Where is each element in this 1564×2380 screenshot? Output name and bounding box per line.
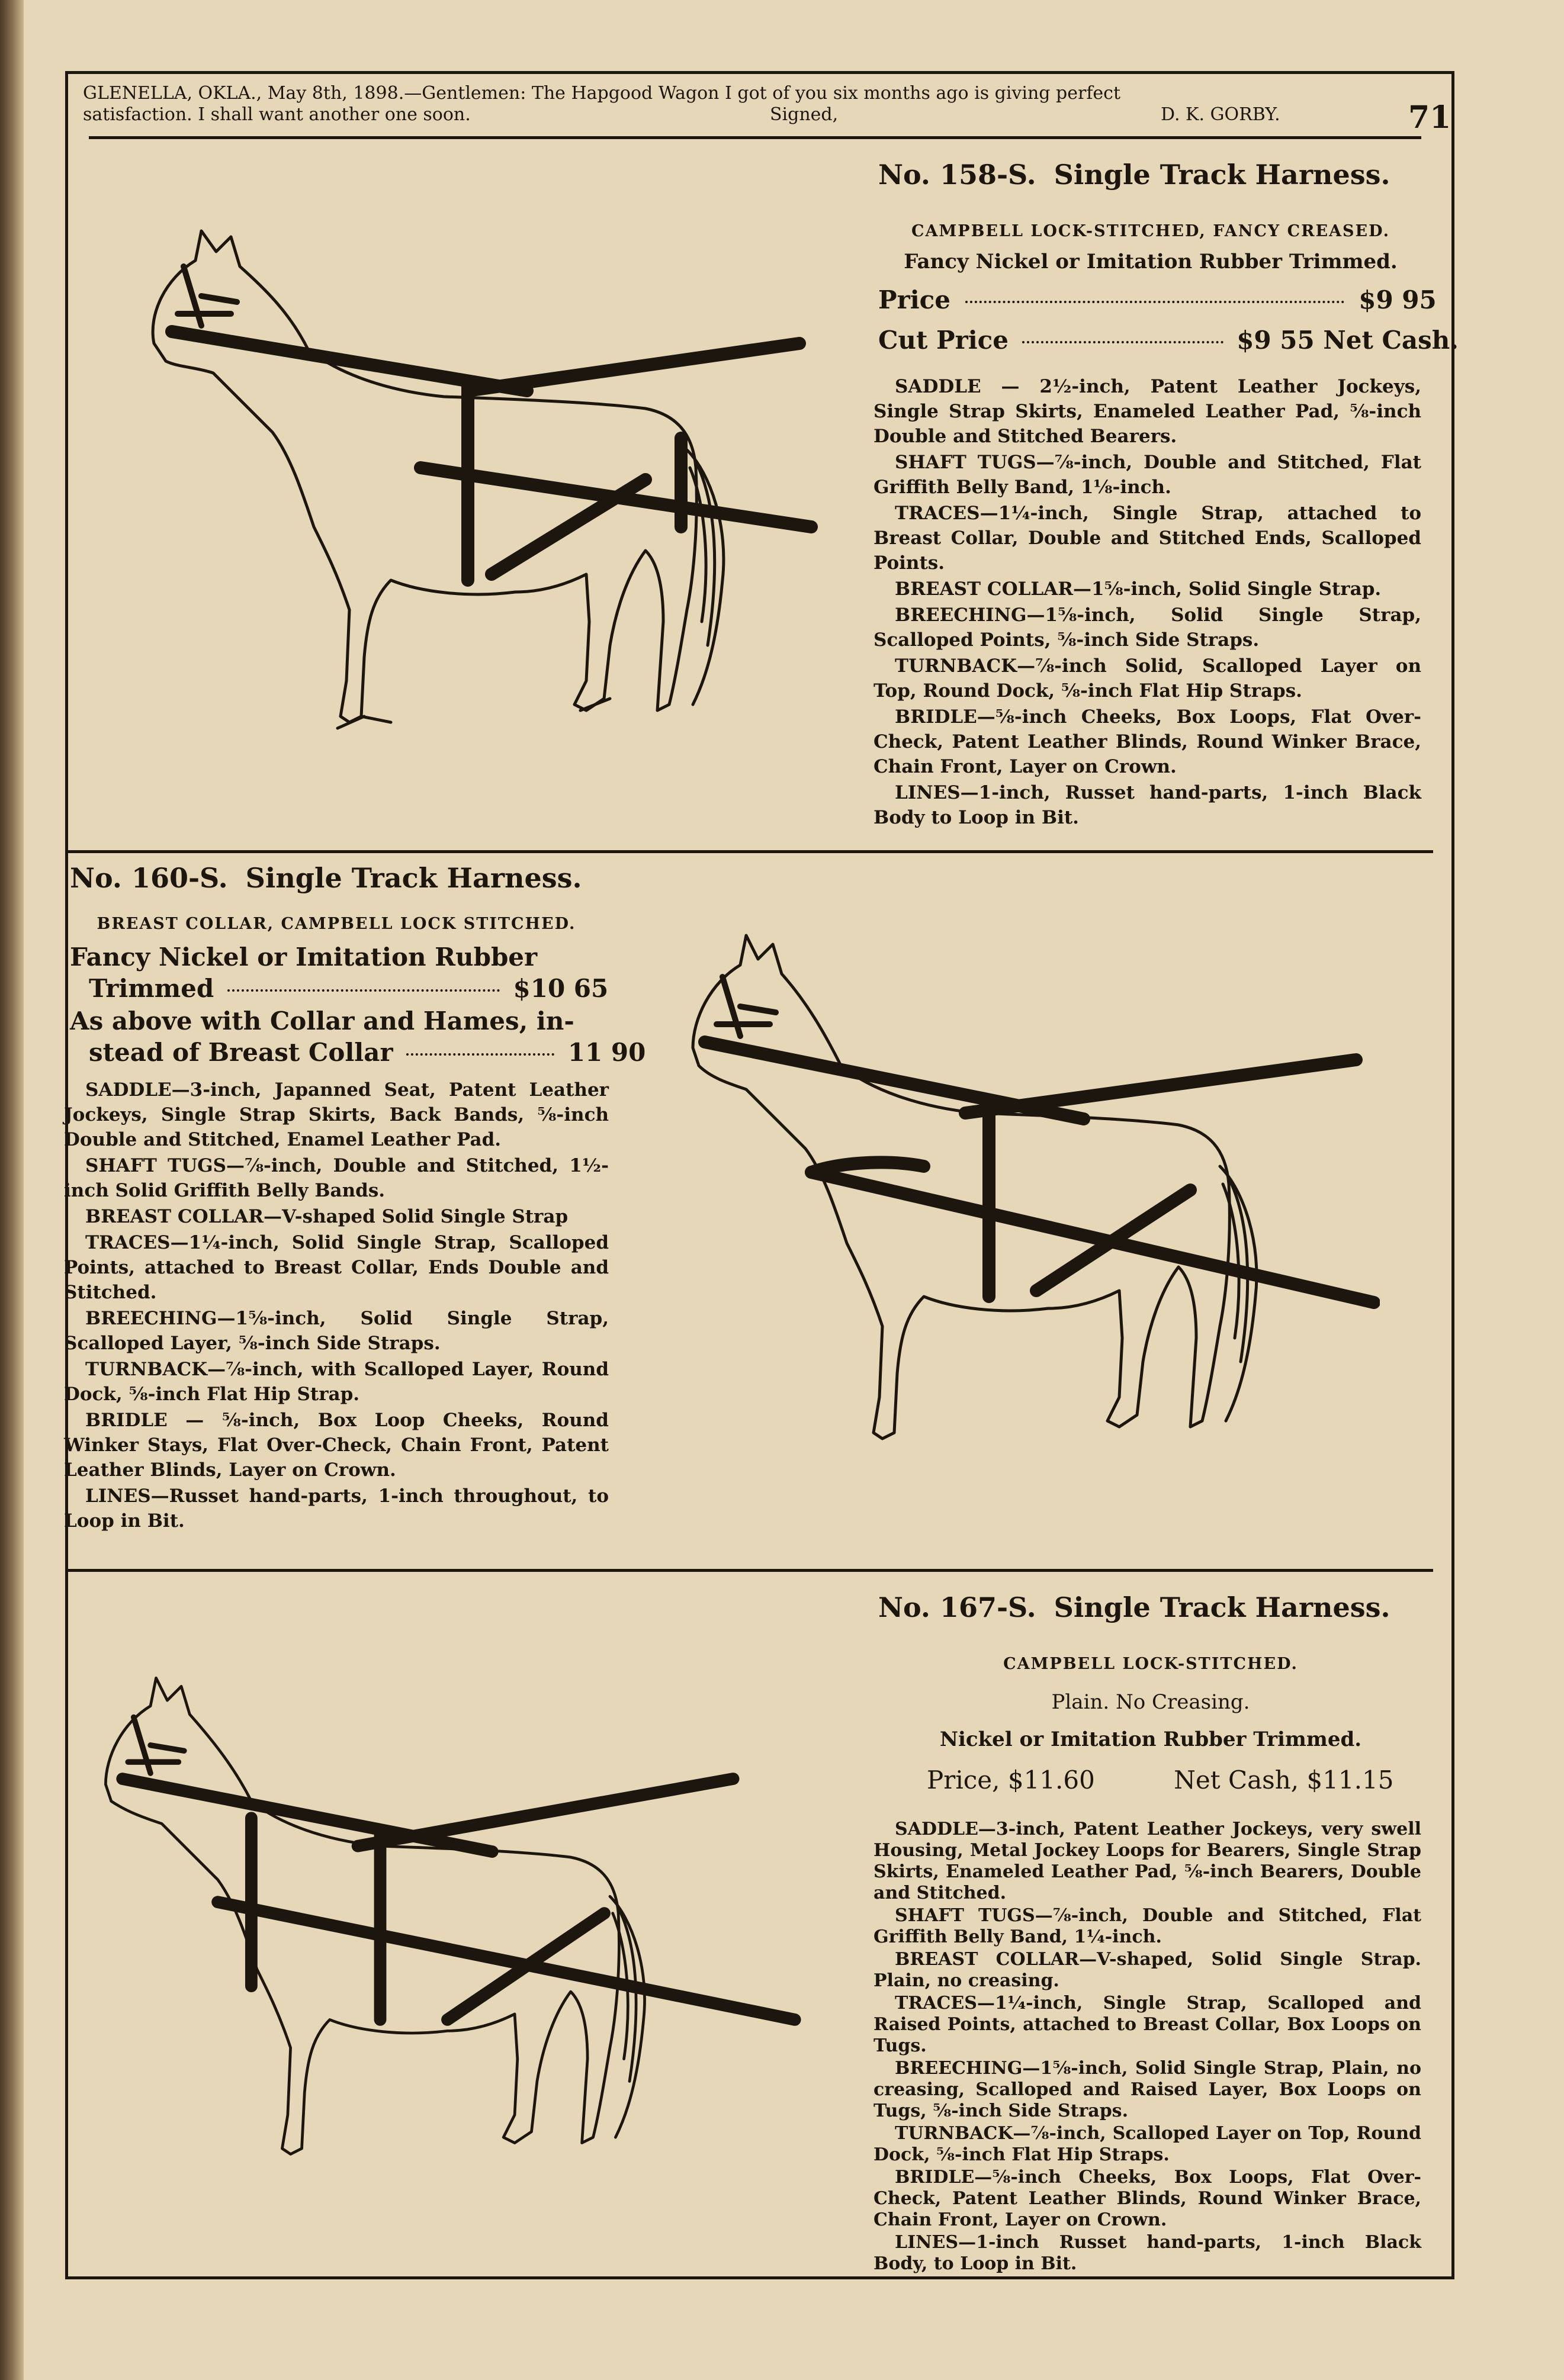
- testimonial-line-1: GLENELLA, OKLA., May 8th, 1898.—Gentlemen: The Hapgood Wagon I got of you six months ago is giving perfect: [83, 83, 1121, 104]
- product-167s-trim: Nickel or Imitation Rubber Trimmed.: [939, 1728, 1362, 1751]
- product-167s-net-cash: Net Cash, $11.15: [1174, 1765, 1394, 1794]
- horse-harness-illustration-167s: [89, 1634, 817, 2226]
- spec-shaft-tugs: SHAFT TUGS—⅞-inch, Double and Stitched, Flat Griffith Belly Band, 1¼-inch.: [873, 1905, 1421, 1947]
- product-158s-subtitle: CAMPBELL LOCK-STITCHED, FANCY CREASED.: [911, 222, 1390, 240]
- spec-traces: TRACES—1¼-inch, Single Strap, Scalloped and Raised Points, attached to Breast Collar, Box Loops on Tugs.: [873, 1993, 1421, 2056]
- spec-bridle: BRIDLE — ⅝-inch, Box Loop Cheeks, Round Winker Stays, Flat Over-Check, Chain Front, Patent Leather Blinds, Layer on Crown.: [64, 1410, 609, 1481]
- product-167s-price: Price, $11.60: [927, 1765, 1095, 1794]
- spec-shaft-tugs: SHAFT TUGS—⅞-inch, Double and Stitched, Flat Griffith Belly Band, 1⅛-inch.: [873, 452, 1421, 498]
- product-160s-price-row: [89, 974, 610, 1003]
- price-leader-dots: [965, 301, 1344, 303]
- product-158s-price: $9 95: [1359, 285, 1437, 314]
- product-167s-title: [878, 1591, 1390, 1623]
- product-167s-name: Single Track Harness.: [1054, 1591, 1390, 1623]
- spec-turnback: TURNBACK—⅞-inch, Scalloped Layer on Top, Round Dock, ⅝-inch Flat Hip Straps.: [873, 2123, 1421, 2165]
- testimonial-line-2: satisfaction. I shall want another one soon.: [83, 104, 471, 125]
- section-rule-2: [65, 1569, 1433, 1572]
- spec-saddle: SADDLE—3-inch, Japanned Seat, Patent Leather Jockeys, Single Strap Skirts, Back Bands, ⅝-inch Double and Stitched, Enamel Leather Pad.: [64, 1079, 609, 1150]
- header-rule: [89, 136, 1421, 139]
- product-158s-trim: Fancy Nickel or Imitation Rubber Trimmed.: [904, 250, 1398, 274]
- spec-traces: TRACES—1¼-inch, Single Strap, attached to Breast Collar, Double and Stitched Ends, Scalloped Points.: [873, 503, 1421, 574]
- spec-turnback: TURNBACK—⅞-inch, with Scalloped Layer, Round Dock, ⅝-inch Flat Hip Strap.: [64, 1359, 609, 1405]
- product-160s-trim-line-2: Trimmed: [89, 974, 214, 1003]
- spec-breeching: BREECHING—1⅝-inch, Solid Single Strap, Scalloped Points, ⅝-inch Side Straps.: [873, 604, 1421, 651]
- product-158s-title: [878, 159, 1390, 191]
- spec-turnback: TURNBACK—⅞-inch Solid, Scalloped Layer on Top, Round Dock, ⅝-inch Flat Hip Straps.: [873, 655, 1421, 702]
- product-160s-alt-line-1: As above with Collar and Hames, in-: [70, 1006, 574, 1035]
- section-rule-1: [65, 850, 1433, 853]
- product-167s-price-row: [927, 1765, 1424, 1794]
- spec-lines: LINES—1-inch Russet hand-parts, 1-inch Black Body, to Loop in Bit.: [873, 2232, 1421, 2274]
- product-160s-subtitle: BREAST COLLAR, CAMPBELL LOCK STITCHED.: [97, 915, 576, 933]
- product-158s-name: Single Track Harness.: [1054, 159, 1390, 191]
- product-160s-alt-line-2: stead of Breast Collar: [89, 1038, 393, 1067]
- product-158s-cut-price: $9 55 Net Cash.: [1237, 326, 1459, 355]
- spec-lines: LINES—1-inch, Russet hand-parts, 1-inch Black Body to Loop in Bit.: [873, 782, 1421, 828]
- spec-traces: TRACES—1¼-inch, Solid Single Strap, Scalloped Points, attached to Breast Collar, Ends Double and Stitched.: [64, 1232, 609, 1303]
- product-160s-name: Single Track Harness.: [245, 862, 582, 894]
- product-167s-specs: [873, 1819, 1421, 2276]
- alt-price-leader-dots: [406, 1053, 554, 1056]
- horse-harness-illustration-158s: [113, 195, 823, 787]
- product-160s-alt-price-row: [89, 1038, 646, 1067]
- spec-bridle: BRIDLE—⅝-inch Cheeks, Box Loops, Flat Over-Check, Patent Leather Blinds, Round Winker Brace, Chain Front, Layer on Crown.: [873, 2167, 1421, 2230]
- spec-saddle: SADDLE—3-inch, Patent Leather Jockeys, very swell Housing, Metal Jockey Loops for Bearers, Single Strap Skirts, Enameled Leather Pad, ⅝-inch Bearers, Double and Stitched.: [873, 1819, 1421, 1903]
- spec-breast-collar: BREAST COLLAR—V-shaped Solid Single Strap: [85, 1206, 569, 1227]
- spec-lines: LINES—Russet hand-parts, 1-inch throughout, to Loop in Bit.: [64, 1485, 609, 1532]
- product-160s-number: No. 160-S.: [70, 862, 228, 894]
- spec-breeching: BREECHING—1⅝-inch, Solid Single Strap, Plain, no creasing, Scalloped and Raised Layer, Box Loops on Tugs, ⅝-inch Side Straps.: [873, 2058, 1421, 2121]
- testimonial: [83, 83, 1356, 126]
- book-spine-shadow: [0, 0, 24, 2380]
- spec-breast-collar: BREAST COLLAR—V-shaped, Solid Single Strap. Plain, no creasing.: [873, 1949, 1421, 1991]
- product-167s-number: No. 167-S.: [878, 1591, 1036, 1623]
- product-158s-specs: [873, 374, 1421, 831]
- product-160s-alt-price: 11 90: [567, 1038, 646, 1067]
- spec-saddle: SADDLE — 2½-inch, Patent Leather Jockeys, Single Strap Skirts, Enameled Leather Pad, ⅝-inch Double and Stitched Bearers.: [873, 376, 1421, 447]
- product-160s-price: $10 65: [513, 974, 609, 1003]
- product-158s-cut-price-label: Cut Price: [878, 326, 1009, 355]
- spec-breast-collar: BREAST COLLAR—1⅝-inch, Solid Single Strap.: [895, 578, 1382, 600]
- product-167s-subtitle: CAMPBELL LOCK-STITCHED.: [1003, 1655, 1298, 1673]
- product-160s-title: [70, 862, 582, 894]
- spec-shaft-tugs: SHAFT TUGS—⅞-inch, Double and Stitched, 1½-inch Solid Griffith Belly Bands.: [64, 1155, 609, 1201]
- product-158s-cut-price-row: [878, 326, 1459, 355]
- product-158s-price-label: Price: [878, 285, 950, 314]
- product-167s-finish: Plain. No Creasing.: [1051, 1690, 1250, 1714]
- product-158s-number: No. 158-S.: [878, 159, 1036, 191]
- page-number: 71: [1408, 99, 1451, 136]
- product-158s-price-row: [878, 285, 1437, 314]
- spec-breeching: BREECHING—1⅝-inch, Solid Single Strap, Scalloped Layer, ⅝-inch Side Straps.: [64, 1308, 609, 1354]
- signed-label: Signed,: [770, 104, 839, 125]
- product-160s-specs: [64, 1078, 609, 1535]
- signed-name: D. K. GORBY.: [1161, 104, 1280, 125]
- horse-harness-illustration-160s: [669, 912, 1380, 1504]
- price-leader-dots: [227, 989, 500, 992]
- product-160s-trim-line-1: Fancy Nickel or Imitation Rubber: [70, 943, 538, 972]
- cut-price-leader-dots: [1022, 341, 1223, 343]
- spec-bridle: BRIDLE—⅝-inch Cheeks, Box Loops, Flat Over-Check, Patent Leather Blinds, Round Winker Brace, Chain Front, Layer on Crown.: [873, 706, 1421, 777]
